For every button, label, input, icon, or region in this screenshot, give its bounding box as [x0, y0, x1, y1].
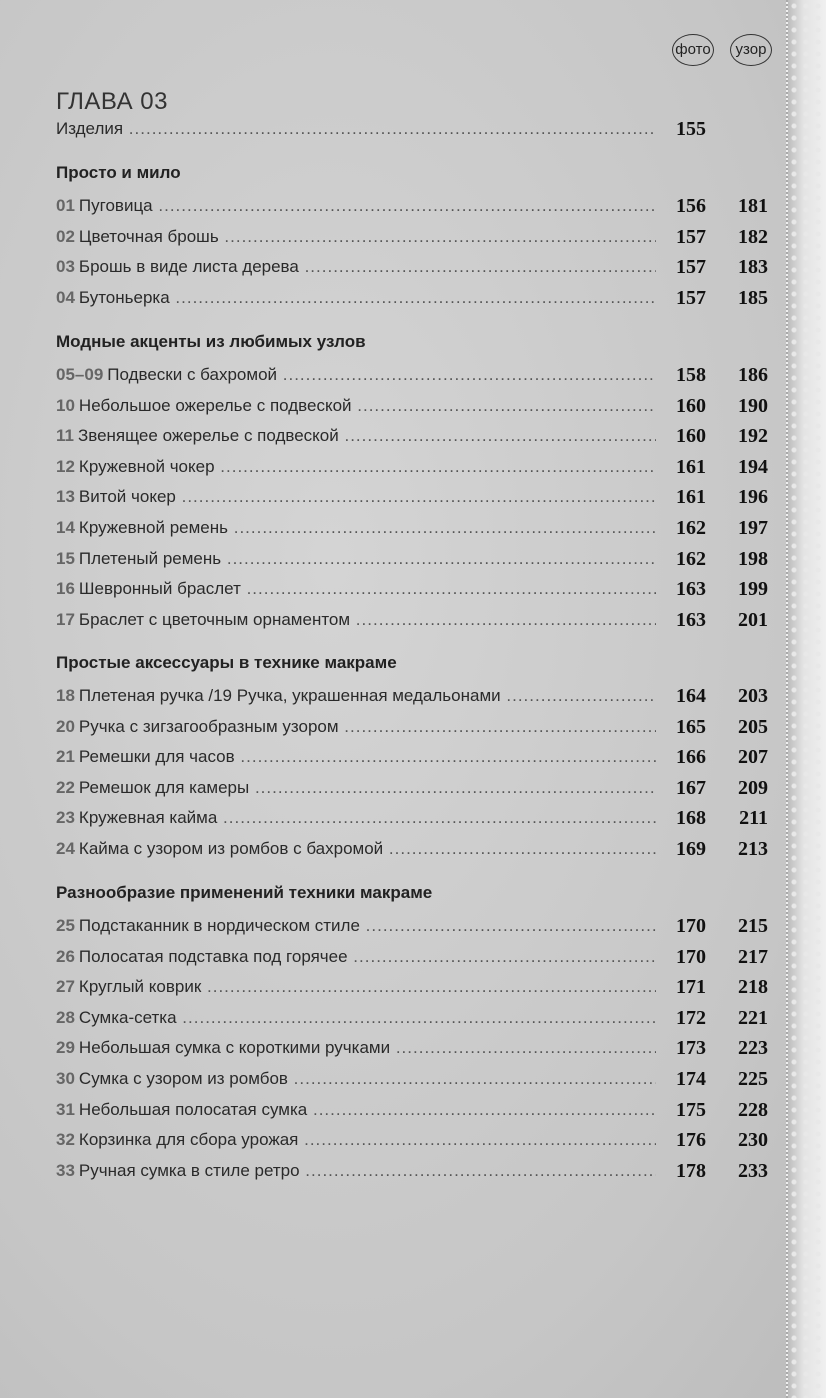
photo-page-number: 164	[676, 685, 706, 707]
toc-entry-text: Бутоньерка	[78, 287, 170, 307]
toc-entry-title	[56, 1096, 656, 1124]
toc-row[interactable]	[56, 804, 768, 832]
toc-row[interactable]	[56, 682, 768, 710]
photo-page-number: 178	[676, 1159, 706, 1182]
photo-page-number: 157	[676, 286, 706, 309]
toc-row[interactable]	[56, 774, 768, 802]
toc-entry-number: 28	[56, 1007, 75, 1027]
column-headers	[672, 34, 792, 68]
toc-row[interactable]	[56, 943, 768, 971]
toc-entry-title	[56, 804, 656, 832]
photo-page-number: 174	[676, 1068, 706, 1090]
toc-entry-text: Небольшая сумка с короткими ручками	[78, 1038, 391, 1058]
photo-page-number: 161	[676, 486, 706, 509]
photo-page-number: 168	[676, 807, 706, 830]
toc-entry-number: 33	[56, 1160, 75, 1180]
toc-entry-text: Небольшая полосатая сумка	[78, 1099, 308, 1119]
toc-entry-number: 30	[56, 1069, 75, 1088]
pattern-page-number: 182	[738, 225, 768, 248]
photo-page-number: 162	[676, 517, 706, 539]
toc-entry-text: Кружевная кайма	[78, 808, 218, 828]
toc-entry-title	[56, 575, 656, 603]
toc-entry-number: 03	[56, 257, 75, 277]
pattern-page-number: 198	[738, 547, 768, 570]
toc-entry-text: Кружевной чокер	[78, 456, 215, 476]
pattern-page-number: 203	[738, 685, 768, 707]
toc-entry-title	[56, 253, 656, 281]
toc-entry-number: 11	[56, 426, 74, 446]
toc-entry-number: 10	[56, 395, 75, 415]
pattern-page-number: 218	[738, 976, 768, 999]
pattern-page-number: 197	[738, 517, 768, 539]
toc-entry-title	[56, 392, 656, 420]
photo-page-number: 170	[676, 915, 706, 937]
toc-entry-title	[56, 912, 656, 940]
pattern-page-number: 207	[738, 746, 768, 769]
photo-page-number: 166	[676, 746, 706, 769]
photo-page-number: 163	[676, 608, 706, 631]
photo-page-number: 173	[676, 1037, 706, 1060]
photo-page-number: 175	[676, 1098, 706, 1121]
photo-column-header: фото	[672, 34, 714, 66]
toc-row[interactable]	[56, 192, 768, 220]
toc-entry-title	[56, 774, 656, 802]
toc-entry-title	[56, 115, 656, 143]
toc-entry-number: 18	[56, 686, 75, 705]
toc-entry-number: 17	[56, 609, 75, 629]
pattern-page-number: 205	[738, 715, 768, 738]
toc-entry-text: Брошь в виде листа дерева	[78, 257, 299, 277]
toc-entry-text: Ручная сумка в стиле ретро	[78, 1160, 300, 1180]
pattern-column-header: узор	[730, 34, 772, 66]
toc-entry-number: 21	[56, 747, 75, 767]
toc-row[interactable]	[56, 606, 768, 634]
toc-row[interactable]	[56, 912, 768, 940]
toc-entry-title	[56, 284, 656, 312]
photo-page-number: 160	[676, 425, 706, 448]
photo-page-number: 170	[676, 945, 706, 968]
photo-page-number: 161	[676, 455, 706, 478]
toc-row[interactable]	[56, 835, 768, 863]
section-heading: Простые аксессуары в технике макраме	[56, 653, 397, 672]
toc-entry-title	[56, 192, 656, 220]
pattern-page-number: 201	[738, 608, 768, 631]
toc-entry-text: Шевронный браслет	[78, 579, 241, 599]
toc-entry-text: Круглый коврик	[78, 977, 202, 997]
pattern-page-number: 225	[738, 1068, 768, 1090]
toc-entry-title	[56, 1034, 656, 1062]
toc-entry-text: Небольшое ожерелье с подвеской	[78, 395, 352, 415]
toc-row[interactable]	[56, 1157, 768, 1185]
toc-entry-title	[56, 943, 656, 971]
toc-row[interactable]	[56, 253, 768, 281]
pattern-page-number: 217	[738, 945, 768, 968]
pattern-page-number: 233	[738, 1159, 768, 1182]
toc-entry-number: 05–09	[56, 365, 104, 384]
photo-page-number: 157	[676, 256, 706, 279]
toc-entry-text: Ремешки для часов	[78, 747, 235, 767]
toc-entry-number: 32	[56, 1130, 75, 1150]
toc-entry-number: 20	[56, 716, 75, 736]
toc-entry-number: 15	[56, 548, 75, 568]
toc-entry-text: Ремешок для камеры	[78, 777, 250, 797]
photo-page-number: 160	[676, 394, 706, 417]
pattern-page-number: 192	[738, 425, 768, 448]
toc-entry-text: Кружевной ремень	[78, 518, 228, 537]
photo-page-number: 167	[676, 776, 706, 799]
toc-entry-title	[56, 1157, 656, 1185]
toc-entry-text: Изделия	[56, 119, 124, 138]
toc-entry-number: 02	[56, 226, 75, 246]
toc-entry-number: 13	[56, 487, 75, 507]
toc-row[interactable]	[56, 392, 768, 420]
photo-page-number: 162	[676, 547, 706, 570]
toc-entry-number: 27	[56, 977, 75, 997]
toc-entry-number: 31	[56, 1099, 75, 1119]
toc-entry-title	[56, 713, 656, 741]
toc-row[interactable]	[56, 284, 768, 312]
toc-row[interactable]	[56, 973, 768, 1001]
toc-entry-number: 23	[56, 808, 75, 828]
toc-entry-title	[56, 223, 656, 251]
toc-row[interactable]	[56, 1004, 768, 1032]
photo-page-number: 169	[676, 838, 706, 860]
toc-entry-text: Цветочная брошь	[78, 226, 219, 246]
pattern-page-number: 199	[738, 578, 768, 601]
toc-entry-title	[56, 1065, 656, 1093]
section-heading: Модные акценты из любимых узлов	[56, 332, 366, 351]
toc-row[interactable]	[56, 1096, 768, 1124]
photo-page-number: 171	[676, 976, 706, 999]
lace-border-decoration	[786, 0, 826, 1398]
pattern-page-number: 196	[738, 486, 768, 509]
toc-entry-text: Плетеный ремень	[78, 548, 222, 568]
pattern-page-number: 215	[738, 915, 768, 937]
toc-entry-title	[56, 483, 656, 511]
toc-row[interactable]	[56, 223, 768, 251]
toc-entry-title	[56, 606, 656, 634]
toc-row[interactable]	[56, 545, 768, 573]
chapter-title: ГЛАВА 03	[56, 88, 168, 115]
toc-entry-text: Подстаканник в нордическом стиле	[78, 916, 360, 935]
photo-page-number: 155	[676, 118, 706, 140]
photo-page-number: 157	[676, 225, 706, 248]
toc-entry-number: 01	[56, 196, 75, 215]
toc-entry-number: 25	[56, 916, 75, 935]
pattern-page-number: 209	[738, 776, 768, 799]
toc-entry-text: Пуговица	[78, 196, 153, 215]
toc-entry-number: 04	[56, 287, 75, 307]
pattern-page-number: 213	[738, 838, 768, 860]
toc-row[interactable]	[56, 483, 768, 511]
photo-page-number: 156	[676, 195, 706, 217]
toc-entry-title	[56, 835, 656, 863]
section-heading: Разнообразие применений техники макраме	[56, 883, 433, 902]
photo-page-number: 158	[676, 364, 706, 386]
toc-entry-title	[56, 743, 656, 771]
toc-entry-title	[56, 422, 656, 450]
toc-row[interactable]	[56, 1126, 768, 1154]
pattern-page-number: 183	[738, 256, 768, 279]
toc-row[interactable]	[56, 713, 768, 741]
toc-entry-title	[56, 1126, 656, 1154]
photo-page-number: 165	[676, 715, 706, 738]
toc-row[interactable]	[56, 514, 768, 542]
toc-entry-text: Корзинка для сбора урожая	[78, 1130, 299, 1150]
toc-row[interactable]	[56, 422, 768, 450]
toc-row[interactable]	[56, 575, 768, 603]
pattern-page-number: 190	[738, 394, 768, 417]
toc-entry-title	[56, 1004, 656, 1032]
toc-entry-text: Подвески с бахромой	[107, 365, 278, 384]
pattern-page-number: 194	[738, 455, 768, 478]
pattern-page-number: 228	[738, 1098, 768, 1121]
toc-entry-number: 22	[56, 777, 75, 797]
toc-entry-text: Ручка с зигзагообразным узором	[78, 716, 339, 736]
toc-entry-text: Сумка-сетка	[78, 1007, 177, 1027]
toc-row[interactable]	[56, 1065, 768, 1093]
toc-row[interactable]	[56, 115, 768, 143]
toc-entry-title	[56, 545, 656, 573]
toc-entry-text: Витой чокер	[78, 487, 176, 507]
pattern-page-number: 185	[738, 286, 768, 309]
pattern-page-number: 181	[738, 195, 768, 217]
toc-entry-text: Сумка с узором из ромбов	[78, 1069, 288, 1088]
toc-entry-title	[56, 973, 656, 1001]
photo-page-number: 172	[676, 1006, 706, 1029]
photo-page-number: 176	[676, 1129, 706, 1152]
toc-entry-title	[56, 453, 656, 481]
toc-entry-text: Браслет с цветочным орнаментом	[78, 609, 351, 629]
pattern-page-number: 230	[738, 1129, 768, 1152]
toc-entry-title	[56, 361, 656, 389]
toc-row[interactable]	[56, 1034, 768, 1062]
toc-entry-number: 26	[56, 946, 75, 966]
toc-entry-text: Плетеная ручка /19 Ручка, украшенная медальонами	[78, 686, 501, 705]
toc-entry-number: 16	[56, 579, 75, 599]
toc-row[interactable]	[56, 743, 768, 771]
toc-entry-number: 29	[56, 1038, 75, 1058]
toc-entry-number: 14	[56, 518, 75, 537]
toc-row[interactable]	[56, 453, 768, 481]
section-heading: Просто и мило	[56, 163, 181, 182]
toc-entry-text: Звенящее ожерелье с подвеской	[77, 426, 339, 446]
toc-entry-number: 24	[56, 839, 75, 858]
toc-entry-text: Кайма с узором из ромбов с бахромой	[78, 839, 384, 858]
pattern-page-number: 223	[738, 1037, 768, 1060]
toc-entry-number: 12	[56, 456, 75, 476]
pattern-page-number: 186	[738, 364, 768, 386]
photo-page-number: 163	[676, 578, 706, 601]
pattern-page-number: 211	[739, 807, 768, 830]
toc-entry-text: Полосатая подставка под горячее	[78, 946, 348, 966]
pattern-page-number: 221	[738, 1006, 768, 1029]
toc-entry-title	[56, 682, 656, 710]
toc-row[interactable]	[56, 361, 768, 389]
toc-entry-title	[56, 514, 656, 542]
